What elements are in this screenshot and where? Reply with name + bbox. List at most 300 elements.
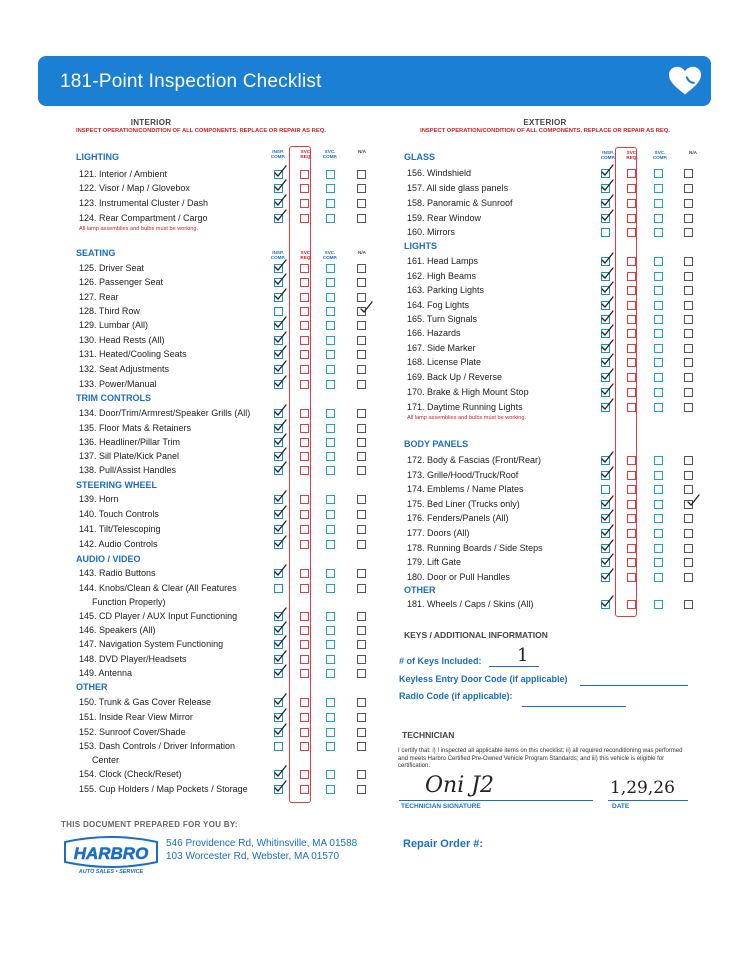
checkbox-svc-comp[interactable] [654,558,663,567]
exterior-heading-block [400,118,690,134]
checkbox-insp-comp[interactable] [601,184,610,193]
checkbox-insp-comp[interactable] [601,500,610,509]
checkbox-svc-req[interactable] [300,669,309,678]
checkbox-svc-comp[interactable] [326,770,335,779]
checkbox-insp-comp[interactable] [274,350,283,359]
checkbox-svc-comp[interactable] [326,264,335,273]
checkbox-insp-comp[interactable] [601,228,610,237]
checkbox-svc-req[interactable] [300,307,309,316]
checkbox-insp-comp[interactable] [274,199,283,208]
checklist-item-cd-player-aux-input-functioning: 145. CD Player / AUX Input Functioning [79,611,238,621]
checklist-item-wheels-caps-skins-all: 181. Wheels / Caps / Skins (All) [407,599,534,609]
checkbox-svc-req[interactable] [300,438,309,447]
checkbox-na[interactable] [684,500,693,509]
checkbox-svc-req[interactable] [300,214,309,223]
checkbox-svc-comp[interactable] [654,257,663,266]
checkbox-na[interactable] [357,612,366,621]
checkbox-insp-comp[interactable] [601,301,610,310]
signature-value[interactable]: Oni J2 [425,773,495,798]
checkbox-insp-comp[interactable] [274,214,283,223]
checkbox-svc-req[interactable] [300,728,309,737]
checkbox-insp-comp[interactable] [601,315,610,324]
checkbox-svc-comp[interactable] [326,321,335,330]
checkbox-svc-comp[interactable] [654,344,663,353]
checkbox-svc-req[interactable] [300,278,309,287]
checklist-item-headliner-pillar-trim: 136. Headliner/Pillar Trim [79,437,181,447]
checkbox-svc-comp[interactable] [654,184,663,193]
checklist-item-passenger-seat: 126. Passenger Seat [79,277,164,287]
checkbox-svc-comp[interactable] [326,409,335,418]
checklist-item-doors-all: 177. Doors (All) [407,528,470,538]
checkbox-svc-req[interactable] [627,403,636,412]
checkbox-insp-comp[interactable] [601,485,610,494]
checkbox-svc-comp[interactable] [654,329,663,338]
checkbox-svc-comp[interactable] [326,336,335,345]
checkbox-insp-comp[interactable] [274,170,283,179]
checkbox-svc-comp[interactable] [654,301,663,310]
checkbox-insp-comp[interactable] [274,640,283,649]
checkbox-svc-req[interactable] [627,600,636,609]
checkbox-na[interactable] [684,184,693,193]
lamp-note: All lamp assemblies and bulbs must be working. [79,226,199,232]
checkbox-insp-comp[interactable] [601,471,610,480]
checkbox-svc-comp[interactable] [326,380,335,389]
checkbox-svc-comp[interactable] [326,184,335,193]
checkbox-svc-comp[interactable] [326,438,335,447]
checkbox-na[interactable] [684,471,693,480]
checkbox-na[interactable] [357,525,366,534]
checkbox-na[interactable] [684,358,693,367]
checkbox-svc-req[interactable] [627,358,636,367]
checkbox-svc-req[interactable] [300,612,309,621]
checklist-item-knobs-clean-clear-all-features: 144. Knobs/Clean & Clear (All Features [79,583,237,593]
checkbox-svc-comp[interactable] [654,199,663,208]
checkbox-insp-comp[interactable] [601,544,610,553]
checkbox-svc-req[interactable] [627,471,636,480]
checkbox-insp-comp[interactable] [274,510,283,519]
checkbox-svc-req[interactable] [300,742,309,751]
heart-icon [667,65,703,97]
checkbox-svc-req[interactable] [300,336,309,345]
checkbox-na[interactable] [357,728,366,737]
interior-heading-block [76,118,326,134]
date-line [608,800,688,801]
checkbox-na[interactable] [357,170,366,179]
checkbox-svc-req[interactable] [300,350,309,359]
checkbox-na[interactable] [684,228,693,237]
checkbox-na[interactable] [684,485,693,494]
checkbox-insp-comp[interactable] [274,264,283,273]
checkbox-svc-req[interactable] [300,409,309,418]
checkbox-svc-req[interactable] [300,184,309,193]
checkbox-svc-comp[interactable] [654,514,663,523]
checkbox-svc-comp[interactable] [326,584,335,593]
checkbox-svc-comp[interactable] [326,525,335,534]
checkbox-na[interactable] [357,184,366,193]
checkbox-insp-comp[interactable] [601,358,610,367]
checkbox-na[interactable] [357,336,366,345]
checkbox-svc-comp[interactable] [654,358,663,367]
checkbox-insp-comp[interactable] [274,612,283,621]
checkbox-svc-req[interactable] [627,373,636,382]
checkbox-na[interactable] [684,214,693,223]
checkbox-svc-req[interactable] [627,169,636,178]
checkbox-na[interactable] [684,514,693,523]
checkbox-svc-req[interactable] [627,301,636,310]
column-header-svc-comp: SVC. COMP. [652,150,668,160]
checkbox-insp-comp[interactable] [274,540,283,549]
checkbox-insp-comp[interactable] [274,452,283,461]
column-header-svc-req: SVC. REQ. [300,250,312,260]
footer [0,812,742,960]
checkbox-svc-comp[interactable] [326,510,335,519]
checkbox-svc-req[interactable] [300,540,309,549]
checkbox-na[interactable] [357,278,366,287]
checkbox-svc-comp[interactable] [654,286,663,295]
checkbox-svc-req[interactable] [300,584,309,593]
checkbox-insp-comp[interactable] [601,272,610,281]
checkbox-svc-req[interactable] [300,626,309,635]
checkbox-na[interactable] [357,409,366,418]
checkbox-svc-comp[interactable] [326,640,335,649]
checkbox-svc-comp[interactable] [326,293,335,302]
checkbox-na[interactable] [684,600,693,609]
checkbox-svc-req[interactable] [627,544,636,553]
checklist-item-driver-seat: 125. Driver Seat [79,263,145,273]
checkbox-na[interactable] [357,713,366,722]
checkbox-svc-comp[interactable] [654,529,663,538]
exterior-column [400,118,710,134]
checkbox-insp-comp[interactable] [601,373,610,382]
checkbox-na[interactable] [684,301,693,310]
checkbox-na[interactable] [357,321,366,330]
checkbox-svc-comp[interactable] [326,495,335,504]
checkbox-na[interactable] [684,558,693,567]
checkbox-insp-comp[interactable] [274,278,283,287]
svg-text:HARBRO: HARBRO [73,844,149,863]
checkbox-svc-comp[interactable] [326,655,335,664]
checkbox-svc-comp[interactable] [654,600,663,609]
checkbox-na[interactable] [684,373,693,382]
checkbox-svc-comp[interactable] [326,214,335,223]
checkbox-svc-comp[interactable] [654,403,663,412]
checkbox-insp-comp[interactable] [274,184,283,193]
checkbox-na[interactable] [684,344,693,353]
checkbox-insp-comp[interactable] [274,293,283,302]
checkbox-svc-req[interactable] [300,321,309,330]
checkbox-na[interactable] [357,380,366,389]
checkbox-insp-comp[interactable] [274,669,283,678]
checkbox-na[interactable] [684,573,693,582]
checkbox-svc-req[interactable] [627,573,636,582]
checkbox-insp-comp[interactable] [274,728,283,737]
checkbox-svc-comp[interactable] [654,388,663,397]
checklist-item-mirrors: 160. Mirrors [407,227,456,237]
checkbox-insp-comp[interactable] [274,438,283,447]
checkbox-svc-req[interactable] [300,495,309,504]
checkbox-svc-comp[interactable] [654,272,663,281]
checkbox-svc-req[interactable] [627,388,636,397]
checkbox-insp-comp[interactable] [274,336,283,345]
checkbox-svc-req[interactable] [300,365,309,374]
checkbox-svc-comp[interactable] [326,170,335,179]
checkbox-svc-req[interactable] [300,424,309,433]
checkbox-svc-comp[interactable] [326,365,335,374]
checkbox-svc-comp[interactable] [654,228,663,237]
checklist-item-rear-compartment-cargo: 124. Rear Compartment / Cargo [79,213,208,223]
checkbox-svc-comp[interactable] [654,485,663,494]
checkbox-svc-req[interactable] [627,485,636,494]
checkbox-svc-req[interactable] [627,514,636,523]
checkbox-na[interactable] [357,452,366,461]
checkbox-svc-comp[interactable] [654,373,663,382]
checkbox-insp-comp[interactable] [601,514,610,523]
checkbox-svc-comp[interactable] [654,573,663,582]
checkbox-svc-req[interactable] [627,500,636,509]
checkbox-insp-comp[interactable] [601,529,610,538]
num-keys-value[interactable]: 1 [517,645,529,666]
checkbox-svc-req[interactable] [627,456,636,465]
checkbox-svc-req[interactable] [627,286,636,295]
checkbox-na[interactable] [357,466,366,475]
date-value[interactable]: 1,29,26 [610,778,675,798]
checkbox-insp-comp[interactable] [274,626,283,635]
keyless-entry-line[interactable] [580,685,688,686]
checkbox-insp-comp[interactable] [274,742,283,751]
checkbox-insp-comp[interactable] [274,424,283,433]
checkbox-na[interactable] [357,540,366,549]
checklist-item-navigation-system-functioning: 147. Navigation System Functioning [79,639,224,649]
radio-code-line[interactable] [522,706,626,707]
checkbox-insp-comp[interactable] [601,329,610,338]
checkbox-na[interactable] [357,438,366,447]
checkbox-insp-comp[interactable] [601,199,610,208]
checkbox-insp-comp[interactable] [601,573,610,582]
checkbox-na[interactable] [684,257,693,266]
checkbox-na[interactable] [357,742,366,751]
checkbox-na[interactable] [357,640,366,649]
checkbox-na[interactable] [684,315,693,324]
checkbox-svc-comp[interactable] [326,199,335,208]
checkbox-svc-req[interactable] [627,344,636,353]
checkbox-na[interactable] [357,669,366,678]
checkbox-insp-comp[interactable] [601,388,610,397]
date-label: DATE [612,803,630,810]
checkbox-insp-comp[interactable] [274,409,283,418]
checkbox-svc-req[interactable] [627,329,636,338]
checkbox-insp-comp[interactable] [274,713,283,722]
checkbox-insp-comp[interactable] [601,558,610,567]
checkbox-insp-comp[interactable] [274,525,283,534]
checkbox-svc-comp[interactable] [326,424,335,433]
section-seating: SEATING [76,248,116,258]
exterior-heading: EXTERIOR [523,118,567,127]
checklist-item-lift-gate: 179. Lift Gate [407,557,462,567]
checkbox-svc-comp[interactable] [326,540,335,549]
address-line-1: 546 Providence Rd, Whitinsville, MA 01588 [166,838,358,849]
checkbox-svc-req[interactable] [300,264,309,273]
checklist-item-power-manual: 133. Power/Manual [79,379,157,389]
checkbox-na[interactable] [357,365,366,374]
checkbox-na[interactable] [684,529,693,538]
checkbox-svc-comp[interactable] [326,612,335,621]
checkbox-insp-comp[interactable] [274,770,283,779]
checkbox-svc-req[interactable] [627,257,636,266]
section-lights: LIGHTS [404,241,437,251]
checklist-item-body-fascias-front-rear: 172. Body & Fascias (Front/Rear) [407,455,542,465]
checkbox-insp-comp[interactable] [601,600,610,609]
checklist-item-bed-liner-trucks-only: 175. Bed Liner (Trucks only) [407,499,520,509]
checkbox-svc-req[interactable] [627,214,636,223]
checkbox-svc-req[interactable] [300,770,309,779]
checkbox-svc-comp[interactable] [326,278,335,287]
checkbox-insp-comp[interactable] [601,214,610,223]
checkbox-na[interactable] [684,403,693,412]
checkbox-svc-req[interactable] [627,228,636,237]
checkbox-insp-comp[interactable] [601,169,610,178]
checkbox-na[interactable] [357,770,366,779]
checkbox-svc-req[interactable] [300,785,309,794]
checkbox-na[interactable] [357,510,366,519]
checkbox-svc-req[interactable] [300,199,309,208]
checklist-item-antenna: 149. Antenna [79,668,133,678]
checklist-item-turn-signals: 165. Turn Signals [407,314,478,324]
checkbox-insp-comp[interactable] [274,655,283,664]
checkbox-insp-comp[interactable] [274,698,283,707]
checkbox-na[interactable] [357,495,366,504]
checkbox-na[interactable] [684,544,693,553]
checklist-item-dvd-player-headsets: 148. DVD Player/Headsets [79,654,187,664]
checklist-item-sill-plate-kick-panel: 137. Sill Plate/Kick Panel [79,451,180,461]
checklist-item-tilt-telescoping: 141. Tilt/Telescoping [79,524,161,534]
checkbox-svc-comp[interactable] [654,456,663,465]
checklist-item-parking-lights: 163. Parking Lights [407,285,485,295]
checklist-item-trunk-gas-cover-release: 150. Trunk & Gas Cover Release [79,697,212,707]
checkbox-na[interactable] [357,214,366,223]
checkbox-na[interactable] [357,350,366,359]
checklist-item-fenders-panels-all: 176. Fenders/Panels (All) [407,513,509,523]
interior-subheading: INSPECT OPERATION/CONDITION OF ALL COMPONENTS, REPLACE OR REPAIR AS REQ. [76,128,326,134]
checkbox-na[interactable] [357,785,366,794]
checkbox-svc-req[interactable] [300,380,309,389]
checkbox-insp-comp[interactable] [274,495,283,504]
checkbox-svc-req[interactable] [300,525,309,534]
column-header-svc-req: SVC. REQ. [300,149,312,159]
checkbox-svc-req[interactable] [627,315,636,324]
checkbox-na[interactable] [357,424,366,433]
checkbox-svc-comp[interactable] [654,500,663,509]
checkbox-svc-req[interactable] [300,452,309,461]
checkbox-svc-comp[interactable] [326,669,335,678]
signature-line [399,800,593,801]
checkbox-na[interactable] [357,307,366,316]
checkbox-svc-req[interactable] [300,510,309,519]
checklist-item-horn: 139. Horn [79,494,119,504]
checklist-item-instrumental-cluster-dash: 123. Instrumental Cluster / Dash [79,198,209,208]
checkbox-na[interactable] [684,199,693,208]
checkbox-na[interactable] [684,286,693,295]
checkbox-na[interactable] [684,169,693,178]
section-steering-wheel: STEERING WHEEL [76,480,158,490]
checkbox-svc-comp[interactable] [654,214,663,223]
checkbox-insp-comp[interactable] [274,365,283,374]
checkbox-na[interactable] [357,264,366,273]
checkbox-insp-comp[interactable] [601,286,610,295]
checkbox-svc-comp[interactable] [326,742,335,751]
checkbox-na[interactable] [357,584,366,593]
checkbox-svc-req[interactable] [300,170,309,179]
checkbox-svc-comp[interactable] [326,466,335,475]
column-header-svc-req: SVC. REQ. [626,150,638,160]
checkbox-svc-req[interactable] [627,272,636,281]
checkbox-na[interactable] [684,456,693,465]
checkbox-svc-req[interactable] [627,558,636,567]
checkbox-svc-req[interactable] [627,529,636,538]
checkbox-svc-req[interactable] [300,713,309,722]
checkbox-svc-comp[interactable] [654,544,663,553]
checkbox-svc-comp[interactable] [326,569,335,578]
checkbox-na[interactable] [357,293,366,302]
checkbox-insp-comp[interactable] [601,403,610,412]
checkbox-svc-req[interactable] [300,293,309,302]
checklist-item-speakers-all: 146. Speakers (All) [79,625,156,635]
checkbox-svc-comp[interactable] [326,626,335,635]
checkbox-na[interactable] [357,626,366,635]
checkbox-insp-comp[interactable] [274,785,283,794]
checkbox-svc-comp[interactable] [326,698,335,707]
checklist-item-license-plate: 168. License Plate [407,357,482,367]
checkbox-svc-comp[interactable] [326,728,335,737]
checkbox-insp-comp[interactable] [274,466,283,475]
checkbox-insp-comp[interactable] [601,456,610,465]
checkbox-insp-comp[interactable] [274,584,283,593]
checkbox-svc-comp[interactable] [654,169,663,178]
checkbox-na[interactable] [684,272,693,281]
checkbox-svc-req[interactable] [300,640,309,649]
checkbox-svc-comp[interactable] [326,452,335,461]
checkbox-na[interactable] [357,698,366,707]
checkbox-na[interactable] [357,199,366,208]
checkbox-svc-req[interactable] [627,199,636,208]
checkbox-insp-comp[interactable] [274,569,283,578]
prepared-by-label: THIS DOCUMENT PREPARED FOR YOU BY: [61,820,238,829]
svg-text:AUTO SALES • SERVICE: AUTO SALES • SERVICE [78,869,144,875]
checklist-item-door-or-pull-handles: 180. Door or Pull Handles [407,572,511,582]
checkbox-svc-req[interactable] [300,569,309,578]
checkbox-svc-req[interactable] [627,184,636,193]
checkbox-svc-comp[interactable] [654,471,663,480]
checkbox-svc-comp[interactable] [326,785,335,794]
checkbox-svc-comp[interactable] [326,307,335,316]
checkbox-svc-comp[interactable] [326,350,335,359]
checkbox-svc-req[interactable] [300,698,309,707]
checkbox-insp-comp[interactable] [601,344,610,353]
checkbox-svc-comp[interactable] [654,315,663,324]
checkbox-insp-comp[interactable] [274,307,283,316]
checkbox-insp-comp[interactable] [274,321,283,330]
checkbox-na[interactable] [357,655,366,664]
checkbox-na[interactable] [684,329,693,338]
checkbox-svc-req[interactable] [300,466,309,475]
checkbox-na[interactable] [357,569,366,578]
checklist-item-head-lamps: 161. Head Lamps [407,256,479,266]
checkbox-svc-req[interactable] [300,655,309,664]
checkbox-na[interactable] [684,388,693,397]
checkbox-insp-comp[interactable] [274,380,283,389]
checklist-item-pull-assist-handles: 138. Pull/Assist Handles [79,465,177,475]
checkbox-insp-comp[interactable] [601,257,610,266]
checkbox-svc-comp[interactable] [326,713,335,722]
